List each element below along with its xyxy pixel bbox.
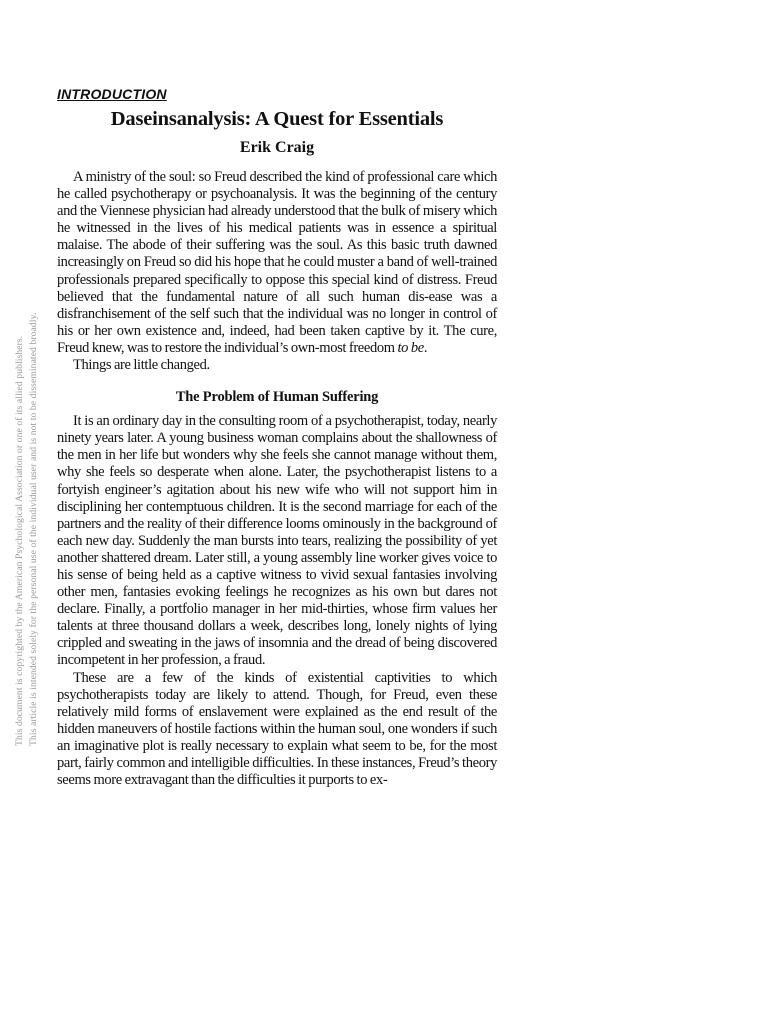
body-paragraph-2: Things are little changed. [73, 357, 210, 374]
watermark-line-copyright: This document is copyrighted by the American Psychological Association or one of its allied publishers. [14, 335, 25, 746]
paragraph-1-end: . [423, 339, 428, 356]
paragraph-1-emphasis: to be [397, 339, 424, 356]
watermark-line-personal-use: This article is intended solely for the personal use of the individual user and is not to be disseminated broadly. [28, 312, 39, 746]
article-title: Daseinsanalysis: A Quest for Essentials [110, 108, 444, 130]
copyright-watermark [12, 268, 40, 748]
article-page [57, 86, 497, 789]
section-label: INTRODUCTION [57, 86, 167, 102]
section-subheading: The Problem of Human Suffering [175, 389, 379, 406]
body-paragraph-1 [57, 169, 497, 357]
article-author: Erik Craig [239, 139, 315, 156]
body-paragraph-4: These are a few of the kinds of existential captivities to which psychotherapists today are likely to attend. Though, for Freud, even these relatively mild forms of enslavement were explained as the end result of the hidden maneuvers of hostile factions within the human soul, one wonders if such an imaginative plot is really necessary to explain what seem to be, for the most part, fairly common and intelligible difficulties. In these instances, Freud’s theory seems more extravagant than the difficulties it purports to ex- [57, 669, 497, 789]
body-paragraph-3: It is an ordinary day in the consulting room of a psychotherapist, today, nearly ninety years later. A young business woman complains about the shallowness of the men in her life but wonders why she feels she cannot manage without them, why she feels so desperate when alone. Later, the psychotherapist listens to a fortyish engineer’s agitation about his new wife who will not support him in disciplining her contemptuous children. It is the second marriage for each of the partners and the reality of their difference looms ominously in the background of each new day. Suddenly the man bursts into tears, realizing the possibility of yet another shattered dream. Later still, a young assembly line worker gives voice to his sense of being held as a captive witness to vivid sexual fantasies involving other men, fantasies evoking feelings he recognizes as his own but dares not declare. Finally, a portfolio manager in her mid-thirties, whose firm values her talents at three thousand dollars a week, describes long, lonely nights of lying crippled and sweating in the jaws of insomnia and the dread of being discovered incompetent in her profession, a fraud. [57, 413, 497, 669]
paragraph-1-text: A ministry of the soul: so Freud described the kind of professional care which he called psychotherapy or psychoanalysis. It was the beginning of the century and the Viennese physician had already understood that the bulk of misery which he witnessed in the lives of his medical patients was in essence a spiritual malaise. The abode of their suffering was the soul. As this basic truth dawned increasingly on Freud so did his hope that he could muster a band of well-trained professionals prepared specifically to oppose this special kind of distress. Freud believed that the fundamental nature of all such human dis-ease was a disfranchisement of the self such that the individual was no longer in control of his or her own existence and, indeed, had been taken captive by it. The cure, Freud knew, was to restore the individual’s own-most freedom [57, 169, 497, 356]
